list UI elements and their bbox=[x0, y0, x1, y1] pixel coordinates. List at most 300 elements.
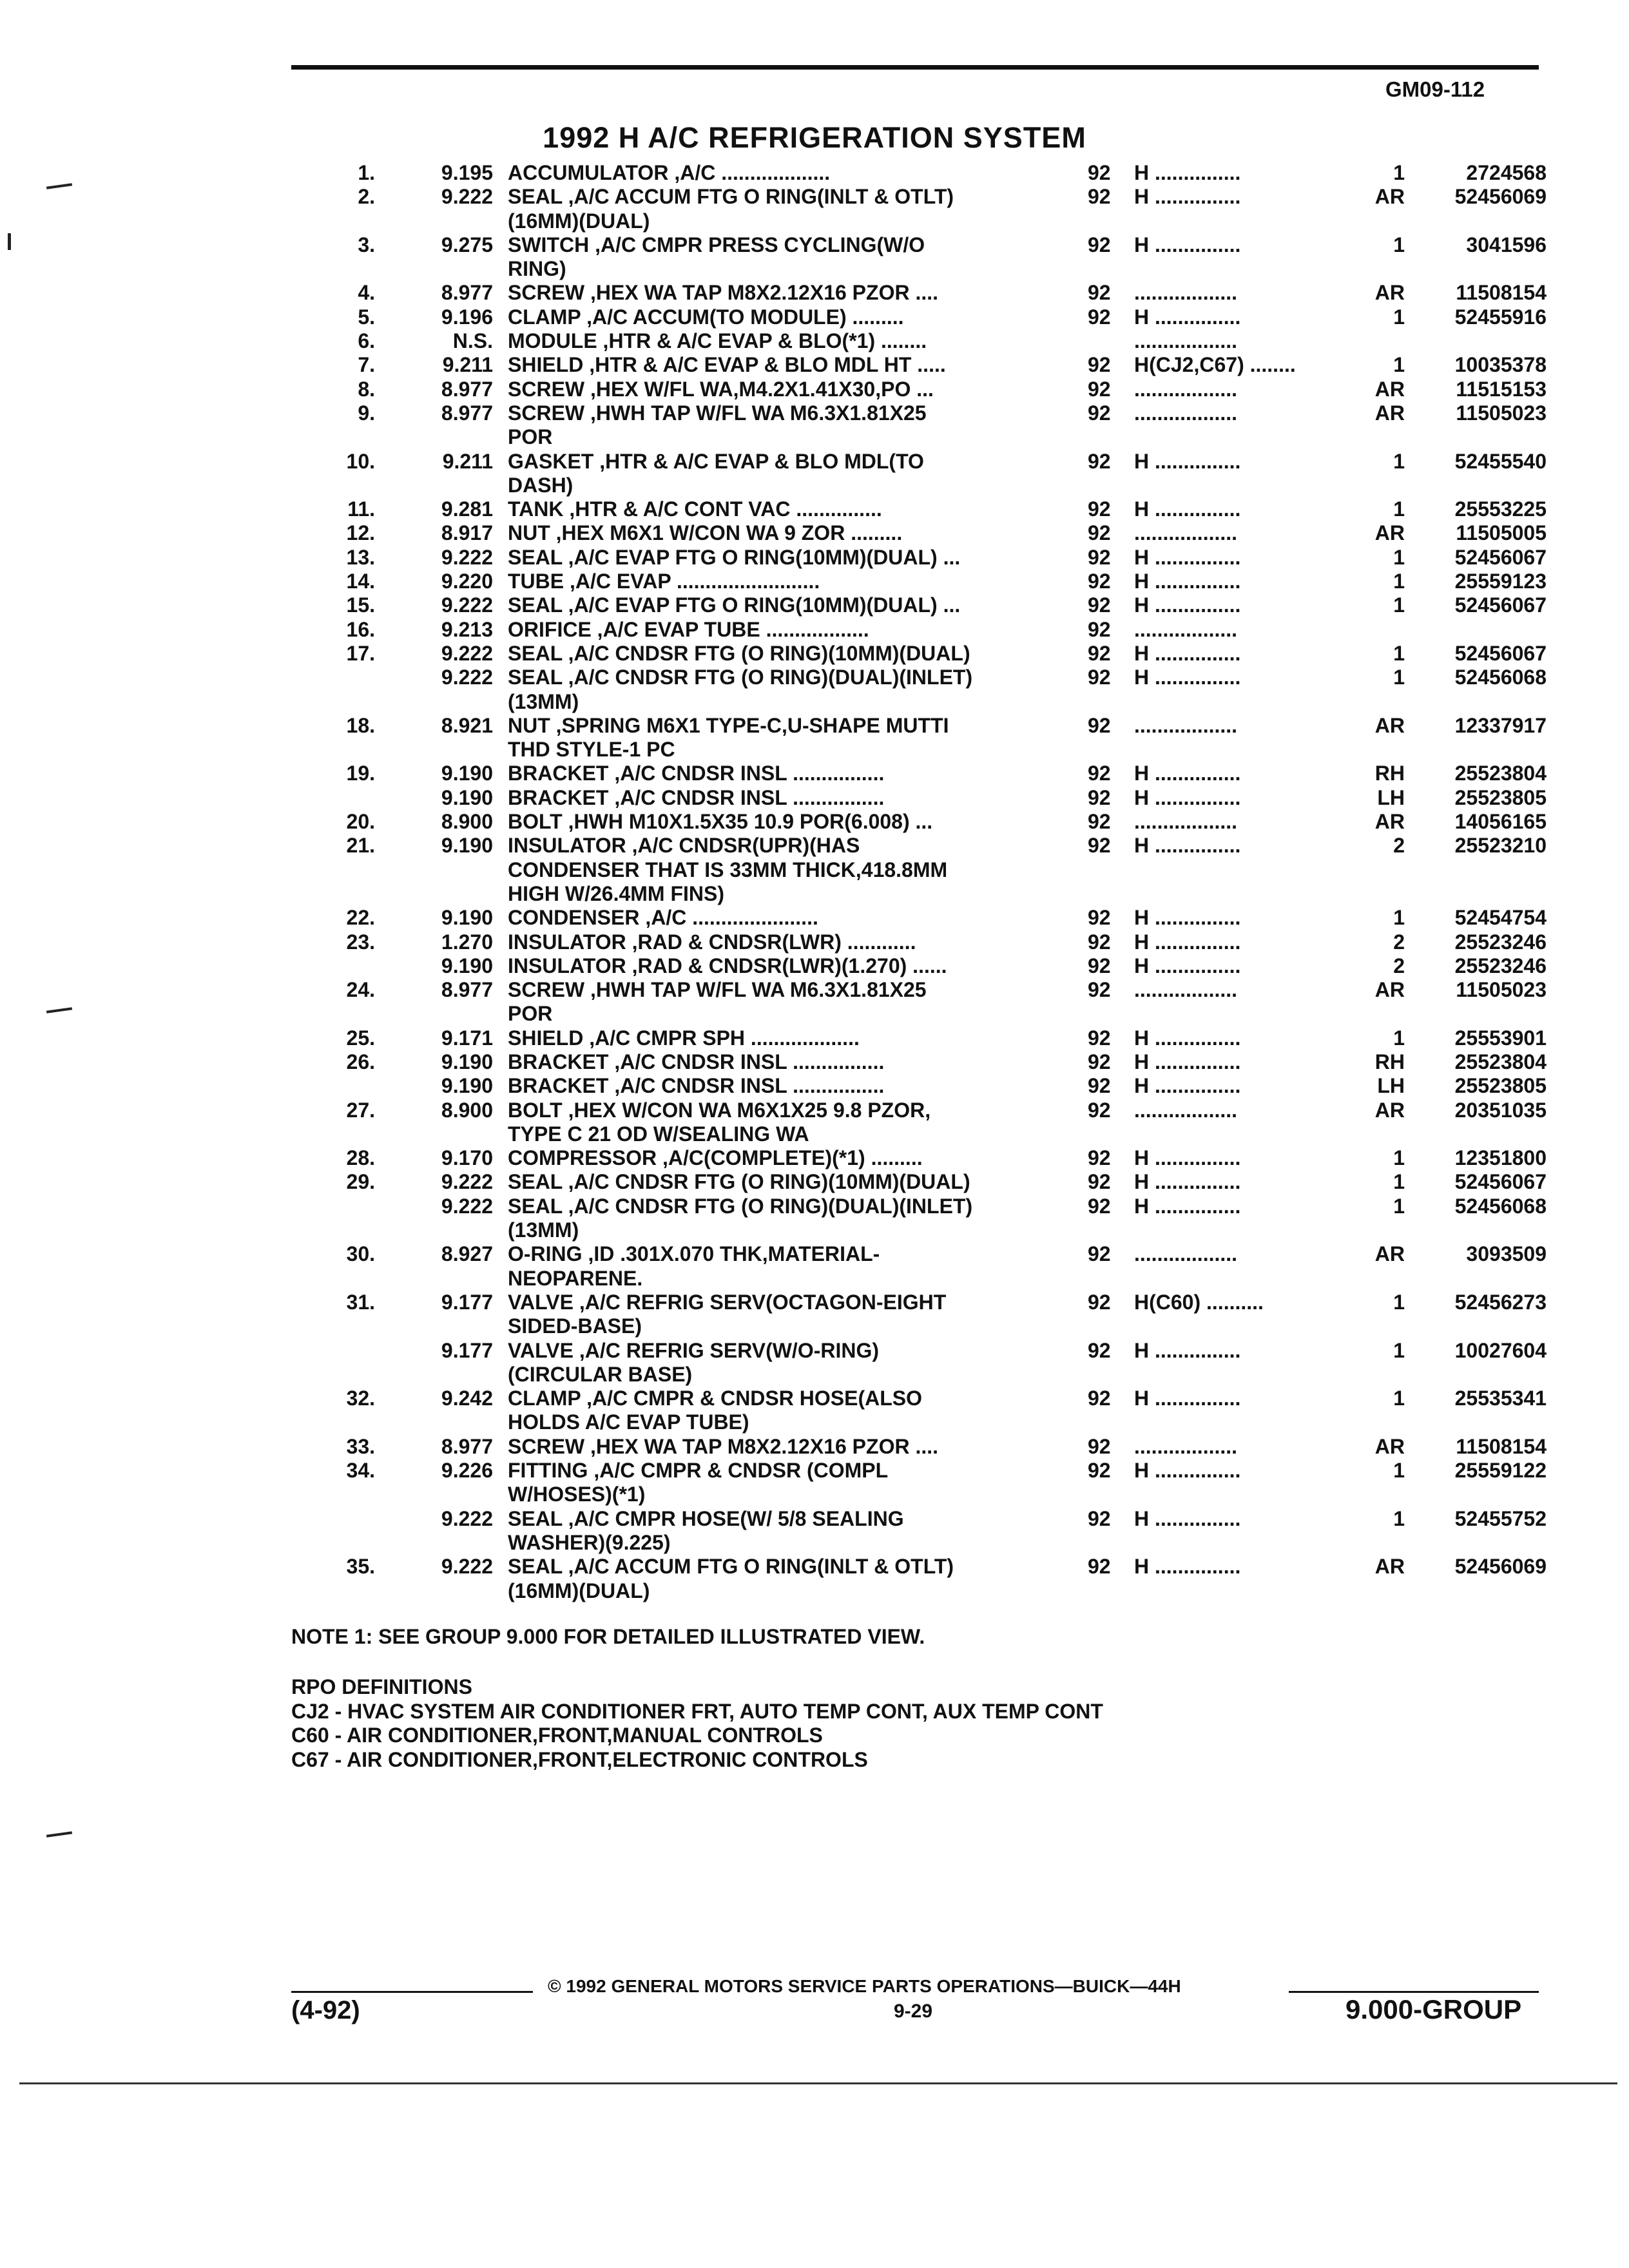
description bbox=[508, 1074, 1036, 1098]
item-number: 18. bbox=[346, 713, 375, 737]
rpo-definitions bbox=[291, 1675, 1103, 1772]
description bbox=[508, 666, 1036, 689]
bottom-scan-line bbox=[19, 2082, 1617, 2084]
description bbox=[508, 1002, 1036, 1026]
group-number: 9.222 bbox=[441, 1194, 493, 1218]
part-number: 52456068 bbox=[1454, 666, 1547, 689]
year: 92 bbox=[1088, 762, 1111, 785]
part-name: CONDENSER bbox=[508, 906, 640, 930]
table-row bbox=[0, 1002, 1629, 1026]
part-detail: ,RAD & CNDSR(LWR) ............ bbox=[626, 930, 916, 954]
item-number: 24. bbox=[346, 978, 375, 1002]
models: .................. bbox=[1134, 617, 1238, 641]
part-number: 52456067 bbox=[1454, 1170, 1547, 1194]
part-detail: ,HEX WA TAP M8X2.12X16 PZOR .... bbox=[584, 281, 939, 305]
group-number: 9.281 bbox=[441, 497, 493, 521]
part-name: COMPRESSOR bbox=[508, 1146, 657, 1170]
models: H ............... bbox=[1134, 497, 1241, 521]
part-detail: ,A/C ACCUM(TO MODULE) ......... bbox=[581, 305, 904, 329]
table-row bbox=[0, 1170, 1629, 1194]
year: 92 bbox=[1088, 906, 1111, 930]
item-number: 9. bbox=[358, 401, 375, 425]
part-number: 11508154 bbox=[1456, 281, 1547, 305]
group-number: 9.222 bbox=[441, 593, 493, 617]
quantity: LH bbox=[1377, 1074, 1405, 1098]
models: H ............... bbox=[1134, 641, 1241, 665]
item-number: 34. bbox=[346, 1459, 375, 1483]
table-row bbox=[0, 1459, 1629, 1483]
year: 92 bbox=[1088, 1146, 1111, 1170]
part-detail: ,A/C(COMPLETE)(*1) ......... bbox=[657, 1146, 923, 1170]
description bbox=[508, 185, 1036, 209]
description bbox=[508, 1531, 1036, 1555]
description bbox=[508, 1218, 1036, 1242]
table-row bbox=[0, 305, 1629, 329]
part-name: SEAL bbox=[508, 1506, 563, 1530]
year: 92 bbox=[1088, 497, 1111, 521]
year: 92 bbox=[1088, 930, 1111, 954]
part-name: O-RING bbox=[508, 1242, 583, 1266]
table-row bbox=[0, 690, 1629, 714]
table-row bbox=[0, 1579, 1629, 1603]
part-name: SEAL bbox=[508, 185, 563, 209]
quantity: 1 bbox=[1393, 906, 1405, 930]
description bbox=[508, 762, 1036, 785]
description bbox=[508, 978, 1036, 1002]
quantity: 1 bbox=[1393, 1459, 1405, 1483]
part-detail: ,A/C ...................... bbox=[639, 906, 818, 930]
part-name: SCREW bbox=[508, 1434, 585, 1458]
part-detail: (13MM) bbox=[508, 689, 579, 713]
description bbox=[508, 353, 1036, 377]
year: 92 bbox=[1088, 1074, 1111, 1098]
year: 92 bbox=[1088, 1026, 1111, 1050]
description bbox=[508, 1435, 1036, 1459]
table-row bbox=[0, 714, 1629, 738]
table-row bbox=[0, 425, 1629, 449]
part-detail: SIDED-BASE) bbox=[508, 1314, 642, 1338]
description bbox=[508, 882, 1036, 906]
item-number: 1. bbox=[358, 161, 375, 184]
year: 92 bbox=[1088, 233, 1111, 256]
description bbox=[508, 401, 1036, 425]
description bbox=[508, 593, 1036, 617]
description bbox=[508, 1314, 1036, 1338]
part-detail: ,HWH TAP W/FL WA M6.3X1.81X25 bbox=[584, 401, 927, 425]
part-name: SEAL bbox=[508, 1194, 563, 1218]
part-name: INSULATOR bbox=[508, 834, 626, 858]
part-name: SEAL bbox=[508, 593, 563, 617]
part-detail: ,HEX WA TAP M8X2.12X16 PZOR .... bbox=[584, 1434, 939, 1458]
part-number: 52456068 bbox=[1454, 1194, 1547, 1218]
quantity: 1 bbox=[1393, 545, 1405, 569]
models: H ............... bbox=[1134, 1555, 1241, 1579]
models: .................. bbox=[1134, 810, 1238, 834]
part-name: CLAMP bbox=[508, 305, 581, 329]
description bbox=[508, 714, 1036, 738]
part-number: 52456067 bbox=[1454, 641, 1547, 665]
description bbox=[508, 281, 1036, 305]
part-number: 25559122 bbox=[1454, 1459, 1547, 1483]
quantity: 1 bbox=[1393, 161, 1405, 184]
part-detail: ,A/C CMPR SPH ................... bbox=[583, 1026, 860, 1050]
quantity: 1 bbox=[1393, 593, 1405, 617]
part-number: 12351800 bbox=[1454, 1146, 1547, 1170]
description bbox=[508, 305, 1036, 329]
table-row bbox=[0, 1531, 1629, 1555]
quantity: LH bbox=[1377, 785, 1405, 809]
year: 92 bbox=[1088, 1290, 1111, 1314]
quantity: 1 bbox=[1393, 1146, 1405, 1170]
table-row bbox=[0, 1339, 1629, 1363]
quantity: 1 bbox=[1393, 1290, 1405, 1314]
year: 92 bbox=[1088, 545, 1111, 569]
quantity: AR bbox=[1374, 185, 1405, 209]
item-number: 13. bbox=[346, 545, 375, 569]
models: .................. bbox=[1134, 978, 1238, 1002]
description bbox=[508, 257, 1036, 281]
group-number: 9.275 bbox=[441, 233, 493, 256]
models: H ............... bbox=[1134, 954, 1241, 977]
group-number: 9.211 bbox=[442, 449, 493, 473]
part-number: 11505023 bbox=[1456, 978, 1547, 1002]
year: 92 bbox=[1088, 666, 1111, 689]
part-detail: ,A/C CMPR & CNDSR HOSE(ALSO bbox=[581, 1387, 922, 1410]
part-detail: ,HTR & A/C CONT VAC ............... bbox=[563, 497, 882, 521]
year: 92 bbox=[1088, 1555, 1111, 1579]
part-detail: WASHER)(9.225) bbox=[508, 1530, 671, 1554]
description bbox=[508, 329, 1036, 353]
part-number: 10027604 bbox=[1454, 1338, 1547, 1362]
table-row bbox=[0, 450, 1629, 474]
part-number: 25535341 bbox=[1454, 1387, 1547, 1410]
item-number: 2. bbox=[358, 185, 375, 209]
table-row bbox=[0, 1050, 1629, 1074]
quantity: 1 bbox=[1393, 666, 1405, 689]
description bbox=[508, 1507, 1036, 1531]
group-number: 9.222 bbox=[441, 545, 493, 569]
part-number: 52454754 bbox=[1454, 906, 1547, 930]
group-number: 8.977 bbox=[441, 1434, 493, 1458]
group-number: 9.177 bbox=[441, 1290, 493, 1314]
part-number: 52456069 bbox=[1454, 1555, 1547, 1579]
quantity: AR bbox=[1374, 521, 1405, 545]
part-detail: ,HEX W/FL WA,M4.2X1.41X30,PO ... bbox=[584, 377, 934, 401]
description bbox=[508, 450, 1036, 474]
description bbox=[508, 474, 1036, 497]
part-name: INSULATOR bbox=[508, 954, 626, 977]
quantity: AR bbox=[1374, 978, 1405, 1002]
part-number: 52456273 bbox=[1454, 1290, 1547, 1314]
group-number: 9.195 bbox=[441, 161, 493, 184]
year: 92 bbox=[1088, 785, 1111, 809]
part-name: NUT bbox=[508, 521, 550, 545]
part-detail: THD STYLE-1 PC bbox=[508, 738, 675, 762]
description bbox=[508, 690, 1036, 714]
models: .................. bbox=[1134, 329, 1238, 353]
group-number: 8.900 bbox=[441, 810, 493, 834]
item-number: 25. bbox=[346, 1026, 375, 1050]
item-number: 3. bbox=[358, 233, 375, 256]
description bbox=[508, 378, 1036, 401]
description bbox=[508, 1146, 1036, 1170]
part-number: 52455540 bbox=[1454, 449, 1547, 473]
part-name: BOLT bbox=[508, 810, 563, 834]
year: 92 bbox=[1088, 449, 1111, 473]
year: 92 bbox=[1088, 1194, 1111, 1218]
year: 92 bbox=[1088, 713, 1111, 737]
models: .................. bbox=[1134, 521, 1238, 545]
group-number: 8.900 bbox=[441, 1098, 493, 1122]
part-detail: ,RAD & CNDSR(LWR)(1.270) ...... bbox=[626, 954, 947, 977]
table-row bbox=[0, 978, 1629, 1002]
footer-rule-right bbox=[1289, 1991, 1539, 1993]
footer-copyright: © 1992 GENERAL MOTORS SERVICE PARTS OPERATIONS—BUICK—44H bbox=[548, 1976, 1181, 1996]
quantity: 1 bbox=[1393, 570, 1405, 593]
part-number: 25523246 bbox=[1454, 930, 1547, 954]
part-detail: DASH) bbox=[508, 473, 574, 497]
item-number: 8. bbox=[358, 377, 375, 401]
quantity: 1 bbox=[1393, 497, 1405, 521]
item-number: 14. bbox=[346, 570, 375, 593]
table-row bbox=[0, 906, 1629, 930]
top-rule bbox=[291, 65, 1539, 70]
part-detail: HOLDS A/C EVAP TUBE) bbox=[508, 1410, 749, 1434]
group-number: 1.270 bbox=[441, 930, 493, 954]
group-number: 9.222 bbox=[441, 1506, 493, 1530]
part-number: 12337917 bbox=[1454, 713, 1547, 737]
item-number: 10. bbox=[346, 449, 375, 473]
quantity: RH bbox=[1374, 762, 1405, 785]
table-row bbox=[0, 474, 1629, 497]
table-row bbox=[0, 1387, 1629, 1410]
part-name: SCREW bbox=[508, 377, 585, 401]
item-number: 7. bbox=[358, 353, 375, 377]
year: 92 bbox=[1088, 401, 1111, 425]
part-name: TANK bbox=[508, 497, 564, 521]
description bbox=[508, 570, 1036, 593]
description bbox=[508, 810, 1036, 834]
table-row bbox=[0, 642, 1629, 666]
group-number: 9.222 bbox=[441, 185, 493, 209]
part-detail: ,A/C EVAP FTG O RING(10MM)(DUAL) ... bbox=[562, 593, 961, 617]
part-name: BRACKET bbox=[508, 1074, 609, 1098]
table-row bbox=[0, 233, 1629, 257]
item-number: 29. bbox=[346, 1170, 375, 1194]
part-detail: ,A/C CMPR & CNDSR (COMPL bbox=[588, 1459, 889, 1483]
item-number: 31. bbox=[346, 1290, 375, 1314]
models: H ............... bbox=[1134, 1387, 1241, 1410]
models: H ............... bbox=[1134, 906, 1241, 930]
part-name: ORIFICE bbox=[508, 617, 592, 641]
part-detail: ,A/C CNDSR INSL ................ bbox=[608, 762, 885, 785]
item-number: 4. bbox=[358, 281, 375, 305]
part-name: VALVE bbox=[508, 1338, 574, 1362]
models: H ............... bbox=[1134, 570, 1241, 593]
table-row bbox=[0, 1195, 1629, 1218]
part-detail: ,A/C ACCUM FTG O RING(INLT & OTLT) bbox=[562, 1555, 954, 1579]
table-row bbox=[0, 1242, 1629, 1266]
part-name: SCREW bbox=[508, 401, 585, 425]
part-name: VALVE bbox=[508, 1290, 574, 1314]
part-number: 25553901 bbox=[1454, 1026, 1547, 1050]
footer-rule-left bbox=[291, 1991, 533, 1993]
part-detail: ,A/C EVAP ......................... bbox=[564, 570, 820, 593]
models: .................. bbox=[1134, 281, 1238, 305]
description bbox=[508, 1459, 1036, 1483]
part-name: INSULATOR bbox=[508, 930, 626, 954]
description bbox=[508, 1122, 1036, 1146]
parts-list bbox=[0, 161, 1629, 1603]
models: H ............... bbox=[1134, 1338, 1241, 1362]
group-number: 9.190 bbox=[441, 906, 493, 930]
item-number: 33. bbox=[346, 1434, 375, 1458]
part-number: 20351035 bbox=[1454, 1098, 1547, 1122]
models: .................. bbox=[1134, 401, 1238, 425]
part-detail: ,ID .301X.070 THK,MATERIAL- bbox=[582, 1242, 880, 1266]
item-number: 15. bbox=[346, 593, 375, 617]
part-detail: TYPE C 21 OD W/SEALING WA bbox=[508, 1122, 809, 1146]
description bbox=[508, 1483, 1036, 1506]
year: 92 bbox=[1088, 185, 1111, 209]
table-row bbox=[0, 1555, 1629, 1579]
part-number: 11515153 bbox=[1456, 377, 1547, 401]
description bbox=[508, 1242, 1036, 1266]
part-detail: ,A/C REFRIG SERV(OCTAGON-EIGHT bbox=[573, 1290, 947, 1314]
item-number: 12. bbox=[346, 521, 375, 545]
description bbox=[508, 1195, 1036, 1218]
description bbox=[508, 618, 1036, 642]
group-number: 9.177 bbox=[441, 1338, 493, 1362]
table-row bbox=[0, 1026, 1629, 1050]
part-detail: ,HTR & A/C EVAP & BLO MDL HT ..... bbox=[583, 353, 946, 377]
description bbox=[508, 954, 1036, 978]
description bbox=[508, 1363, 1036, 1387]
quantity: 1 bbox=[1393, 1026, 1405, 1050]
group-number: 9.170 bbox=[441, 1146, 493, 1170]
part-detail: ,HWH M10X1.5X35 10.9 POR(6.008) ... bbox=[562, 810, 933, 834]
table-row bbox=[0, 401, 1629, 425]
part-number: 52456067 bbox=[1454, 545, 1547, 569]
table-row bbox=[0, 521, 1629, 545]
item-number: 26. bbox=[346, 1050, 375, 1073]
part-name: GASKET bbox=[508, 449, 594, 473]
part-number: 11508154 bbox=[1456, 1434, 1547, 1458]
item-number: 28. bbox=[346, 1146, 375, 1170]
year: 92 bbox=[1088, 1434, 1111, 1458]
quantity: AR bbox=[1374, 1555, 1405, 1579]
part-name: SEAL bbox=[508, 666, 563, 689]
year: 92 bbox=[1088, 1242, 1111, 1266]
part-number: 52455916 bbox=[1454, 305, 1547, 329]
part-detail: ,HTR & A/C EVAP & BLO MDL(TO bbox=[593, 449, 924, 473]
table-row bbox=[0, 930, 1629, 954]
year: 92 bbox=[1088, 1506, 1111, 1530]
part-detail: ,A/C CMPR PRESS CYCLING(W/O bbox=[589, 233, 925, 256]
item-number: 27. bbox=[346, 1098, 375, 1122]
quantity: AR bbox=[1374, 281, 1405, 305]
part-number: 52456069 bbox=[1454, 185, 1547, 209]
models: .................. bbox=[1134, 1098, 1238, 1122]
models: H ............... bbox=[1134, 305, 1241, 329]
part-name: SHIELD bbox=[508, 353, 584, 377]
table-row bbox=[0, 834, 1629, 858]
table-row bbox=[0, 1483, 1629, 1506]
year: 92 bbox=[1088, 593, 1111, 617]
table-row bbox=[0, 329, 1629, 353]
item-number: 21. bbox=[346, 834, 375, 858]
description bbox=[508, 1026, 1036, 1050]
part-number: 25523804 bbox=[1454, 1050, 1547, 1073]
part-detail: RING) bbox=[508, 257, 566, 281]
description bbox=[508, 497, 1036, 521]
item-number: 23. bbox=[346, 930, 375, 954]
year: 92 bbox=[1088, 810, 1111, 834]
item-number: 20. bbox=[346, 810, 375, 834]
part-number: 11505005 bbox=[1456, 521, 1547, 545]
binder-mark bbox=[8, 233, 11, 250]
year: 92 bbox=[1088, 1459, 1111, 1483]
table-row bbox=[0, 954, 1629, 978]
part-detail: ,A/C CNDSR INSL ................ bbox=[608, 1074, 885, 1098]
group-number: 8.977 bbox=[441, 377, 493, 401]
models: H ............... bbox=[1134, 449, 1241, 473]
table-row bbox=[0, 1146, 1629, 1170]
item-number: 17. bbox=[346, 641, 375, 665]
quantity: 2 bbox=[1393, 834, 1405, 858]
group-number: 8.921 bbox=[441, 713, 493, 737]
part-name: TUBE bbox=[508, 570, 564, 593]
models: H ............... bbox=[1134, 161, 1241, 184]
group-number: 9.211 bbox=[442, 353, 493, 377]
table-row bbox=[0, 185, 1629, 209]
part-number: 25523805 bbox=[1454, 1074, 1547, 1098]
document-code: GM09-112 bbox=[1385, 77, 1485, 101]
description bbox=[508, 1387, 1036, 1410]
part-name: ACCUMULATOR bbox=[508, 161, 669, 184]
description bbox=[508, 521, 1036, 545]
description bbox=[508, 425, 1036, 449]
rpo-heading: RPO DEFINITIONS bbox=[291, 1675, 472, 1698]
part-detail: ,A/C CNDSR FTG (O RING)(DUAL)(INLET) bbox=[562, 666, 973, 689]
part-detail: POR bbox=[508, 1002, 553, 1026]
part-name: BRACKET bbox=[508, 762, 609, 785]
quantity: AR bbox=[1374, 810, 1405, 834]
group-number: 9.190 bbox=[441, 834, 493, 858]
part-detail: NEOPARENE. bbox=[508, 1266, 643, 1290]
item-number: 16. bbox=[346, 617, 375, 641]
models: H ............... bbox=[1134, 1459, 1241, 1483]
part-detail: ,A/C ACCUM FTG O RING(INLT & OTLT) bbox=[562, 185, 954, 209]
year: 92 bbox=[1088, 281, 1111, 305]
part-detail: ,A/C CNDSR INSL ................ bbox=[608, 1050, 885, 1073]
models: H ............... bbox=[1134, 1146, 1241, 1170]
table-row bbox=[0, 762, 1629, 785]
models: .................. bbox=[1134, 377, 1238, 401]
part-number: 52456067 bbox=[1454, 593, 1547, 617]
group-number: 9.222 bbox=[441, 641, 493, 665]
part-number: 14056165 bbox=[1454, 810, 1547, 834]
description bbox=[508, 858, 1036, 882]
page-title: 1992 H A/C REFRIGERATION SYSTEM bbox=[543, 121, 1086, 154]
group-number: 8.977 bbox=[441, 401, 493, 425]
group-number: 9.213 bbox=[441, 617, 493, 641]
description bbox=[508, 546, 1036, 570]
item-number: 35. bbox=[346, 1555, 375, 1579]
quantity: 2 bbox=[1393, 954, 1405, 977]
models: .................. bbox=[1134, 713, 1238, 737]
group-number: 9.190 bbox=[441, 1074, 493, 1098]
